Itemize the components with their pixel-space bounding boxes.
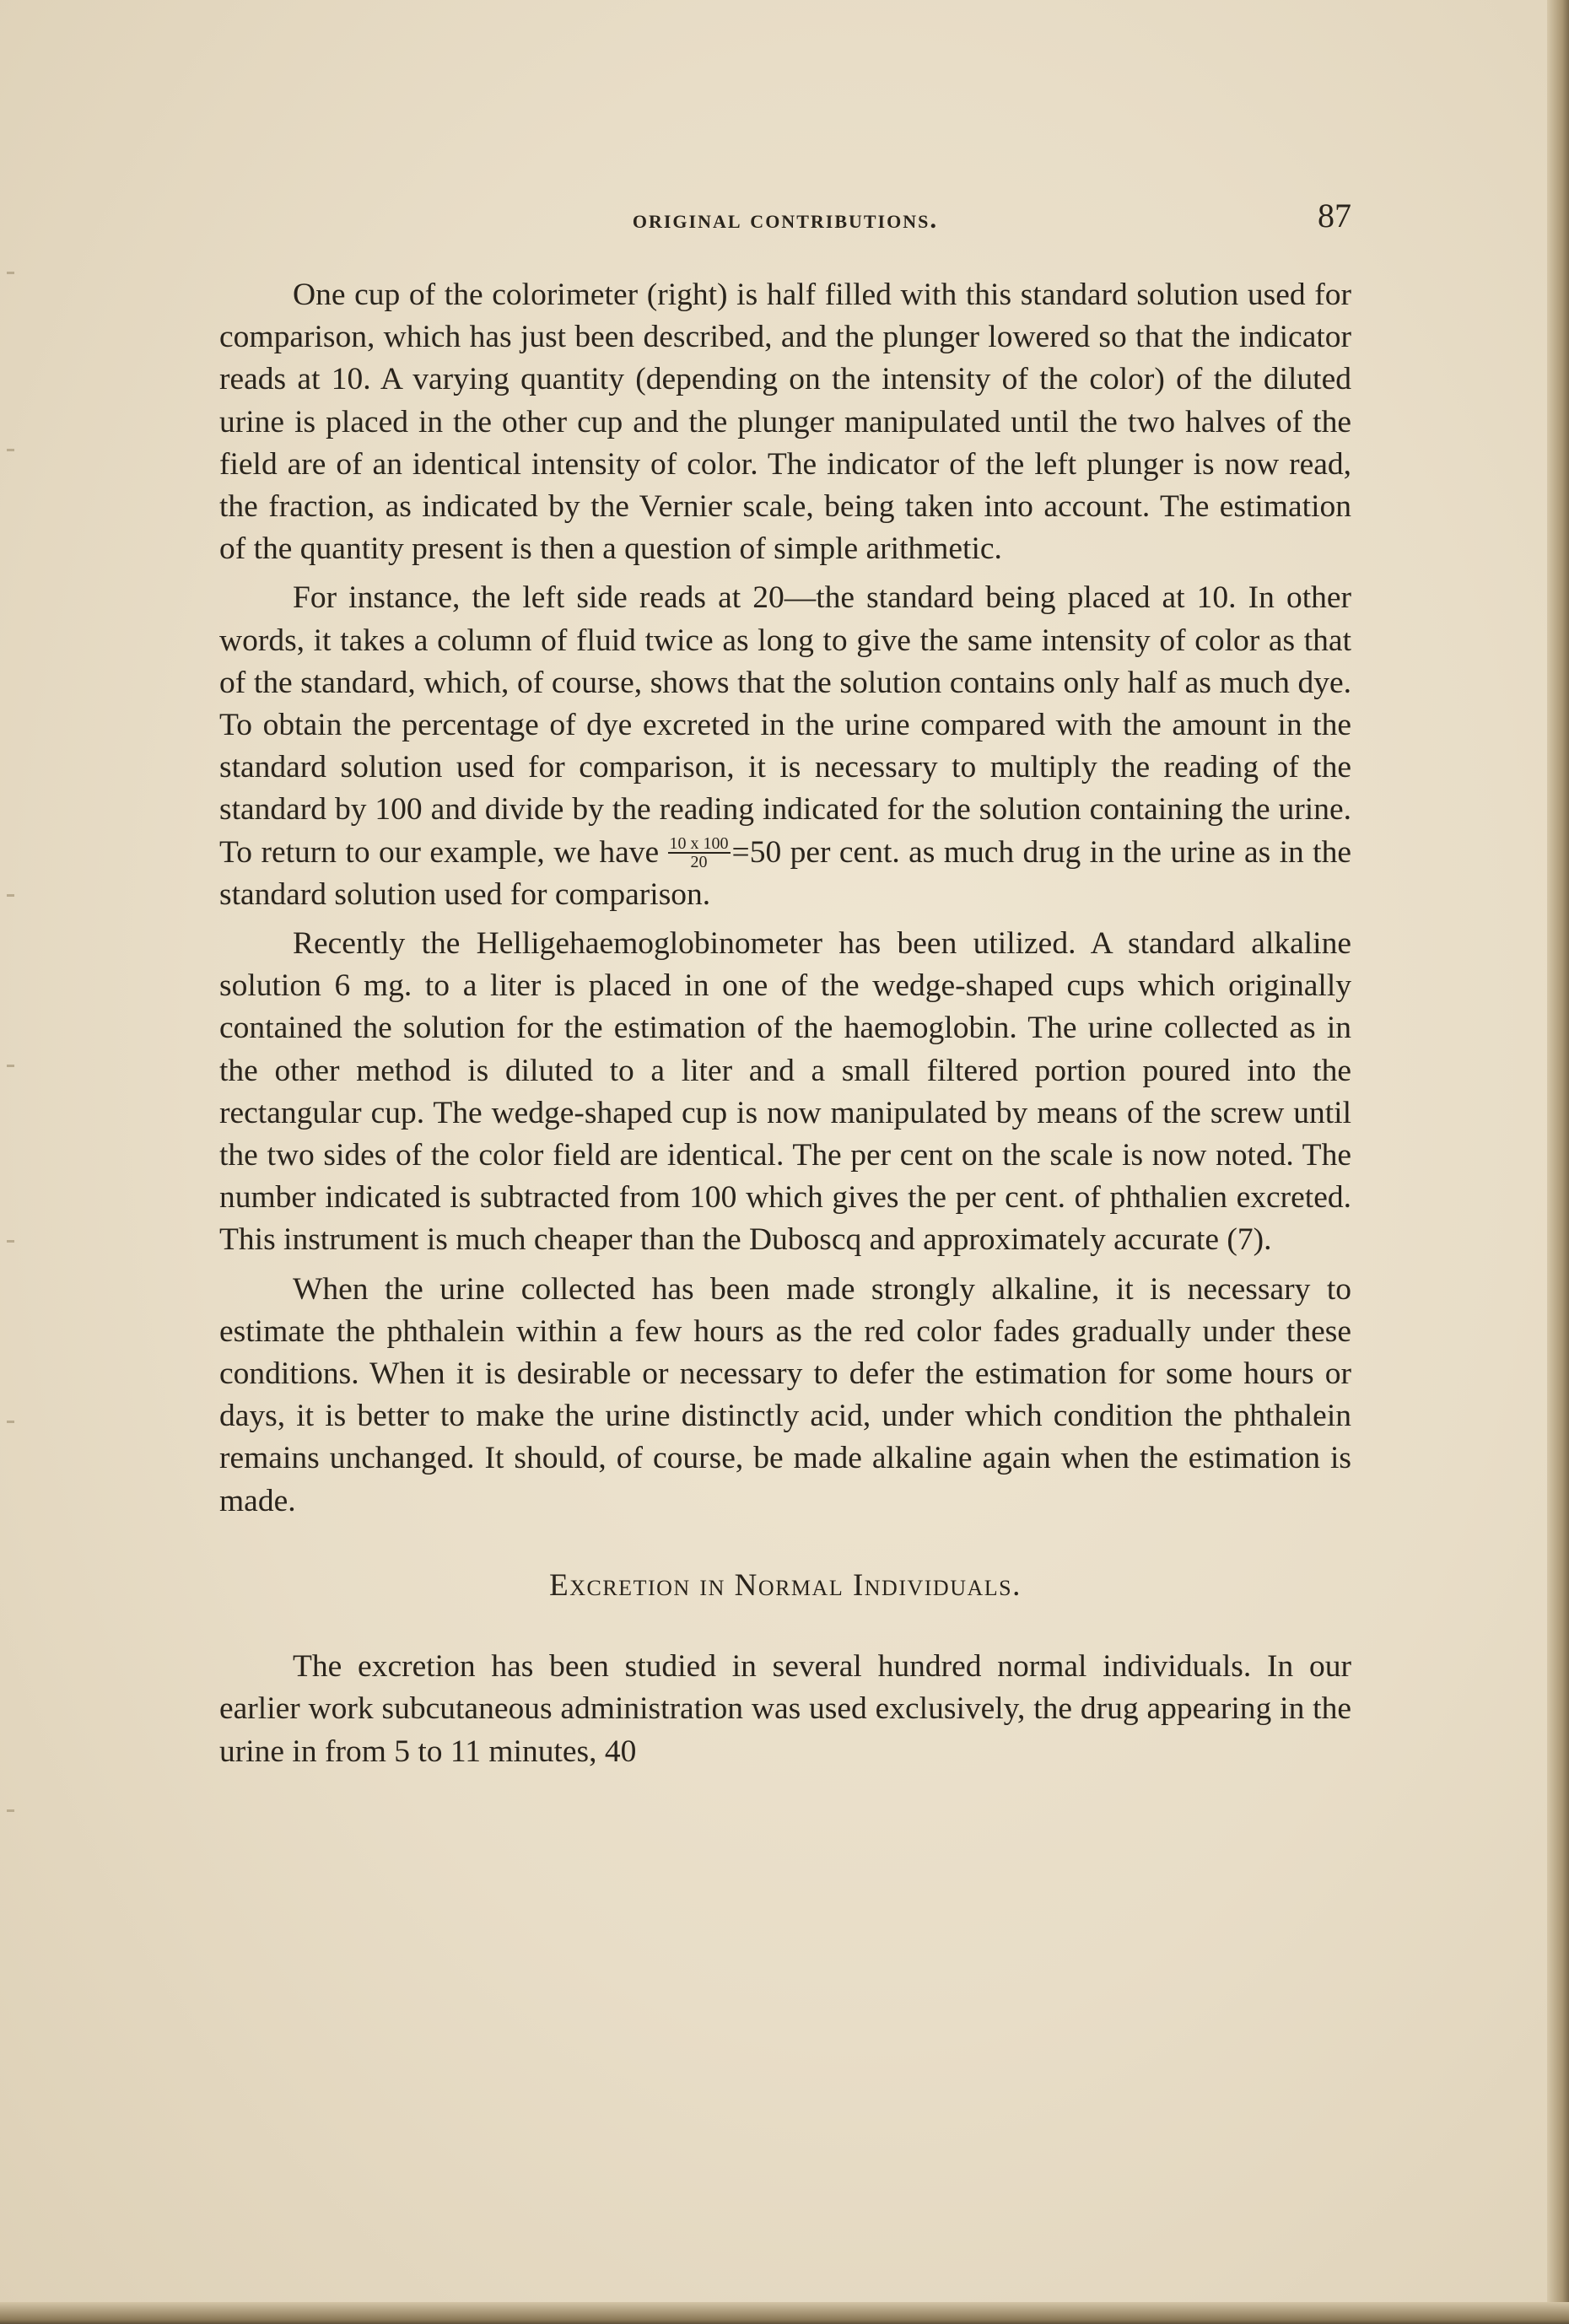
paragraph-alkaline-estimation: When the urine collected has been made strongly alkaline, it is necessary to estimate the phthalein within a few hours as the red color fades gradually under these conditions. When it is desirable or necessary to defer the estimation for some hours or days, it is better to make the urine distinctly acid, under which condition the phthalein remains unchanged. It should, of course, be made alkaline again when the estimation is made. [219, 1271, 1351, 1518]
margin-mark [7, 894, 14, 897]
running-head: original contributions. [632, 204, 939, 234]
paragraph-normal-excretion: The excretion has been studied in several hundred normal individuals. In our earlier work subcutaneous administration was used exclusively, the drug appearing in the urine in from 5 to 11 minutes, 40 [219, 1649, 1351, 1769]
margin-mark [7, 449, 14, 451]
section-heading: Excretion in Normal Individuals. [549, 1567, 1022, 1603]
page-edge-bottom [0, 2302, 1569, 2324]
paragraph-example-calculation [219, 577, 1351, 916]
margin-mark [7, 272, 14, 274]
fraction [668, 835, 731, 871]
body-text [219, 274, 1351, 1780]
margin-mark [7, 1065, 14, 1067]
page-header [219, 196, 1351, 246]
margin-mark [7, 1421, 14, 1423]
fraction-denominator: 20 [690, 852, 708, 871]
page-number: 87 [1318, 197, 1351, 235]
paragraph-text: For instance, the left side reads at 20—the standard being placed at 10. In other words, it takes a column of fluid twice as long to give the same intensity of color as that of the standard, which, of course, shows that the solution contains only half as much dye. To obtain the percentage of dye excreted in the urine compared with the amount in the standard solution used for comparison, it is necessary to multiply the reading of the standard by 100 and divide by the reading indicated for the solution containing the urine. To return to our example, we have [219, 580, 1351, 870]
paragraph-colorimeter-procedure: One cup of the colorimeter (right) is half filled with this standard solution used for comparison, which has just been described, and the plunger lowered so that the indicator reads at 10. A varying quantity (depending on the intensity of the color) of the diluted urine is placed in the other cup and the plunger manipulated until the two halves of the field are of an identical intensity of color. The indicator of the left plunger is now read, the fraction, as indicated by the Vernier scale, being taken into account. The estimation of the quantity present is then a question of simple arithmetic. [219, 278, 1351, 567]
page-edge-right [1547, 0, 1569, 2324]
margin-mark [7, 1240, 14, 1243]
paragraph-haemoglobinometer: Recently the Helligehaemoglobinometer has been utilized. A standard alkaline solution 6 mg. to a liter is placed in one of the wedge-shaped cups which originally contained the solution for the estimation of the haemoglobin. The urine collected as in the other method is diluted to a liter and a small filtered portion poured into the rectangular cup. The wedge-shaped cup is now manipulated by means of the screw until the two sides of the color field are identical. The per cent on the scale is now noted. The number indicated is subtracted from 100 which gives the per cent. of phthalien excreted. This instrument is much cheaper than the Duboscq and approximately accurate (7). [219, 926, 1351, 1258]
fraction-numerator: 10 x 100 [669, 833, 729, 853]
margin-mark [7, 1809, 14, 1812]
paragraph-text: =50 per cent. as much drug in the urine as in the standard solution used for comparison. [219, 834, 1351, 912]
